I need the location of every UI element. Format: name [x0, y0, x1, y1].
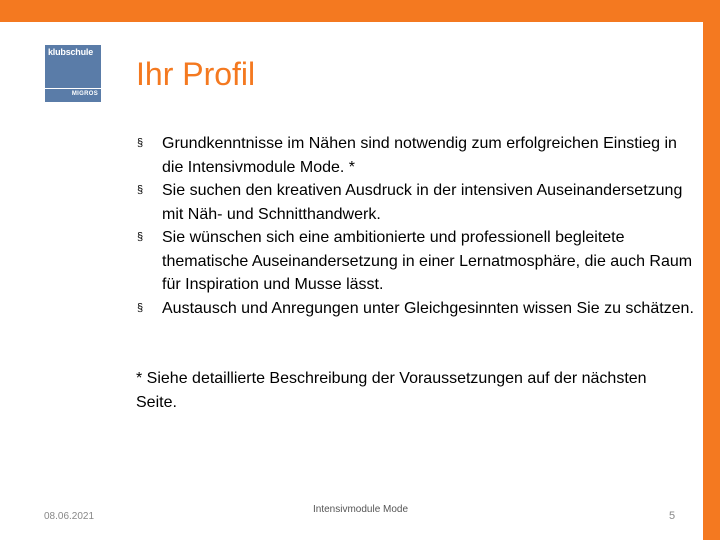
bullet-item	[137, 297, 697, 321]
logo-subtext: MIGROS	[71, 91, 98, 97]
klubschule-logo	[45, 45, 101, 102]
logo-divider	[45, 88, 101, 89]
footnote: * Siehe detaillierte Beschreibung der Voraussetzungen auf der nächsten Seite.	[136, 370, 647, 411]
bullet-item	[137, 179, 697, 226]
bullet-marker: §	[137, 231, 144, 243]
bullet-text: Austausch und Anregungen unter Gleichgesinnten wissen Sie zu schätzen.	[162, 299, 694, 317]
bullet-marker: §	[137, 184, 144, 196]
bullet-marker: §	[137, 137, 144, 149]
right-accent-bar	[703, 0, 720, 540]
bullet-text: Sie suchen den kreativen Ausdruck in der intensiven Auseinandersetzung mit Näh- und Schnitthandwerk.	[162, 182, 683, 223]
top-accent-bar	[0, 0, 720, 22]
footer-date: 08.06.2021	[44, 511, 95, 522]
bullet-item	[137, 132, 697, 179]
page-number: 5	[669, 510, 676, 522]
bullet-text: Grundkenntnisse im Nähen sind notwendig zum erfolgreichen Einstieg in die Intensivmodule Mode. *	[162, 135, 677, 176]
bullet-marker: §	[137, 301, 144, 314]
bullet-list	[137, 132, 697, 320]
logo-text: klubschule	[48, 47, 94, 57]
footer-title: Intensivmodule Mode	[313, 504, 409, 515]
bullet-item	[137, 226, 697, 297]
slide-title: Ihr Profil	[136, 56, 256, 92]
bullet-text: Sie wünschen sich eine ambitionierte und professionell begleitete thematische Auseinandersetzung in einer Lernatmosphäre, die auch Raum für Inspiration und Musse lässt.	[162, 229, 693, 293]
